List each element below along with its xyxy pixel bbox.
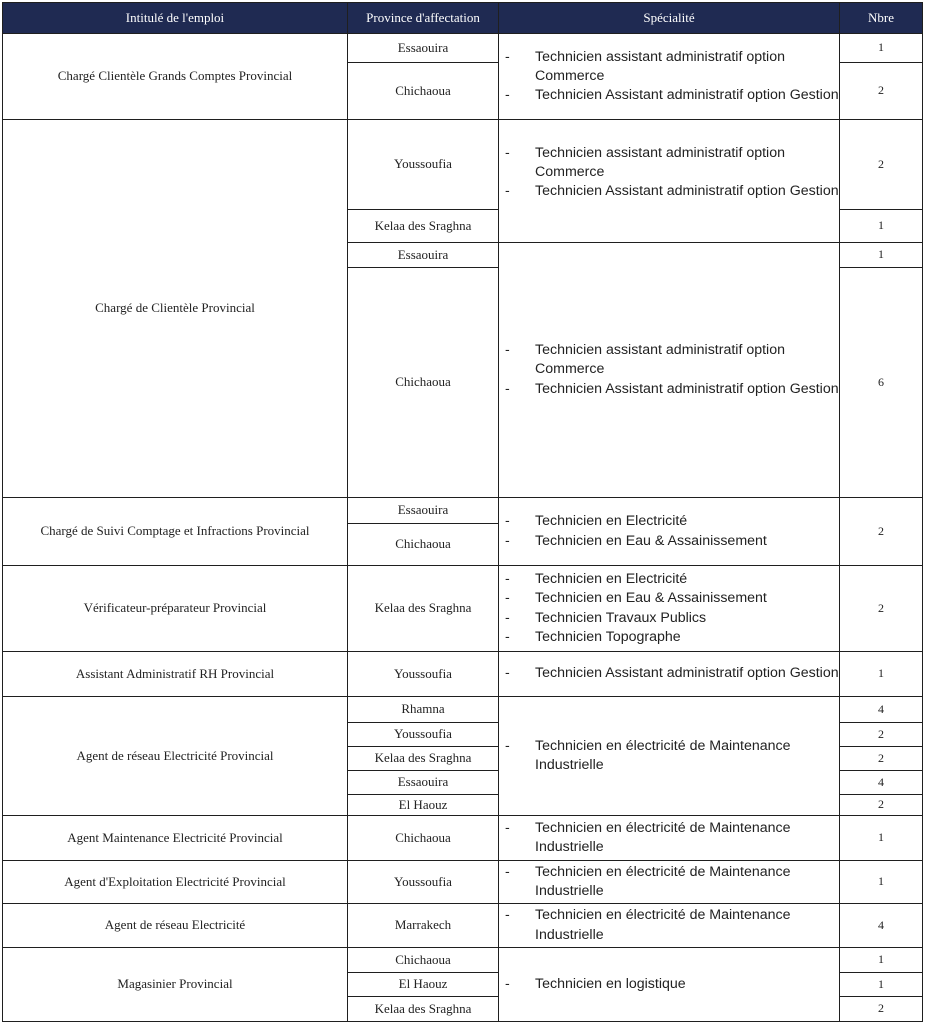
province-cell: El Haouz (347, 972, 499, 997)
job-title: Assistant Administratif RH Provincial (2, 651, 348, 697)
count-cell: 4 (839, 903, 923, 948)
count-cell: 2 (839, 746, 923, 771)
province-cell: Essaouira (347, 770, 499, 795)
job-title: Chargé de Suivi Comptage et Infractions Provincial (2, 497, 348, 566)
count-cell: 6 (839, 267, 923, 498)
specialty-item: - Technicien Travaux Publics (505, 609, 767, 628)
specialty-item: - Technicien Assistant administratif option Gestion (505, 182, 839, 201)
specialty-item: - Technicien Assistant administratif option Gestion (505, 380, 839, 399)
specialty-item: - Technicien en Eau & Assainissement (505, 532, 767, 551)
count-cell: 1 (839, 947, 923, 973)
province-cell: Marrakech (347, 903, 499, 948)
header-province: Province d'affectation (347, 2, 499, 34)
specialty-item: - Technicien Assistant administratif option Gestion (505, 86, 839, 105)
job-title: Chargé Clientèle Grands Comptes Provincial (2, 33, 348, 120)
province-cell: Kelaa des Sraghna (347, 209, 499, 243)
count-cell: 1 (839, 972, 923, 997)
header-job: Intitulé de l'emploi (2, 2, 348, 34)
province-cell: Chichaoua (347, 62, 499, 120)
specialty-item: - Technicien assistant administratif option Commerce (505, 48, 839, 86)
province-cell: Chichaoua (347, 815, 499, 861)
specialty-cell (498, 497, 840, 566)
province-cell: Essaouira (347, 33, 499, 63)
specialty-item: - Technicien en Eau & Assainissement (505, 589, 767, 608)
specialty-cell (498, 815, 840, 861)
specialty-item: - Technicien en électricité de Maintenance Industrielle (505, 906, 839, 944)
specialty-item: - Technicien en électricité de Maintenance Industrielle (505, 863, 839, 901)
province-cell: Kelaa des Sraghna (347, 996, 499, 1022)
count-cell: 2 (839, 62, 923, 120)
header-count: Nbre (839, 2, 923, 34)
province-cell: Youssoufia (347, 722, 499, 747)
specialty-cell (498, 696, 840, 816)
specialty-item: - Technicien en électricité de Maintenance Industrielle (505, 819, 839, 857)
province-cell: Youssoufia (347, 119, 499, 210)
count-cell: 1 (839, 242, 923, 268)
specialty-item: - Technicien en Electricité (505, 512, 767, 531)
province-cell: Rhamna (347, 696, 499, 723)
count-cell: 1 (839, 33, 923, 63)
count-cell: 4 (839, 770, 923, 795)
job-title: Agent Maintenance Electricité Provincial (2, 815, 348, 861)
province-cell: Kelaa des Sraghna (347, 565, 499, 652)
job-title: Agent d'Exploitation Electricité Provincial (2, 860, 348, 904)
count-cell: 2 (839, 565, 923, 652)
job-title: Magasinier Provincial (2, 947, 348, 1022)
count-cell: 2 (839, 119, 923, 210)
province-cell: Essaouira (347, 497, 499, 524)
specialty-cell (498, 119, 840, 243)
province-cell: Kelaa des Sraghna (347, 746, 499, 771)
specialty-item: - Technicien en Electricité (505, 570, 767, 589)
province-cell: Chichaoua (347, 947, 499, 973)
specialty-item: - Technicien Topographe (505, 628, 767, 647)
specialty-item: - Technicien en logistique (505, 975, 686, 994)
specialty-item: - Technicien Assistant administratif option Gestion (505, 664, 839, 683)
count-cell: 2 (839, 794, 923, 816)
specialty-cell (498, 33, 840, 120)
job-title: Chargé de Clientèle Provincial (2, 119, 348, 498)
count-cell: 1 (839, 651, 923, 697)
province-cell: Youssoufia (347, 651, 499, 697)
specialty-item: - Technicien en électricité de Maintenance Industrielle (505, 737, 839, 775)
province-cell: Chichaoua (347, 267, 499, 498)
specialty-cell (498, 651, 840, 697)
count-cell: 2 (839, 722, 923, 747)
count-cell: 1 (839, 815, 923, 861)
count-cell: 1 (839, 209, 923, 243)
specialty-cell (498, 903, 840, 948)
header-specialty: Spécialité (498, 2, 840, 34)
job-title: Agent de réseau Electricité (2, 903, 348, 948)
specialty-item: - Technicien assistant administratif option Commerce (505, 341, 839, 379)
specialty-item: - Technicien assistant administratif option Commerce (505, 144, 839, 182)
province-cell: El Haouz (347, 794, 499, 816)
specialty-cell (498, 565, 840, 652)
province-cell: Chichaoua (347, 523, 499, 566)
count-cell: 2 (839, 996, 923, 1022)
specialty-cell (498, 947, 840, 1022)
specialty-cell (498, 860, 840, 904)
specialty-cell (498, 242, 840, 498)
job-title: Agent de réseau Electricité Provincial (2, 696, 348, 816)
count-cell: 1 (839, 860, 923, 904)
province-cell: Essaouira (347, 242, 499, 268)
province-cell: Youssoufia (347, 860, 499, 904)
count-cell: 2 (839, 497, 923, 566)
count-cell: 4 (839, 696, 923, 723)
job-title: Vérificateur-préparateur Provincial (2, 565, 348, 652)
